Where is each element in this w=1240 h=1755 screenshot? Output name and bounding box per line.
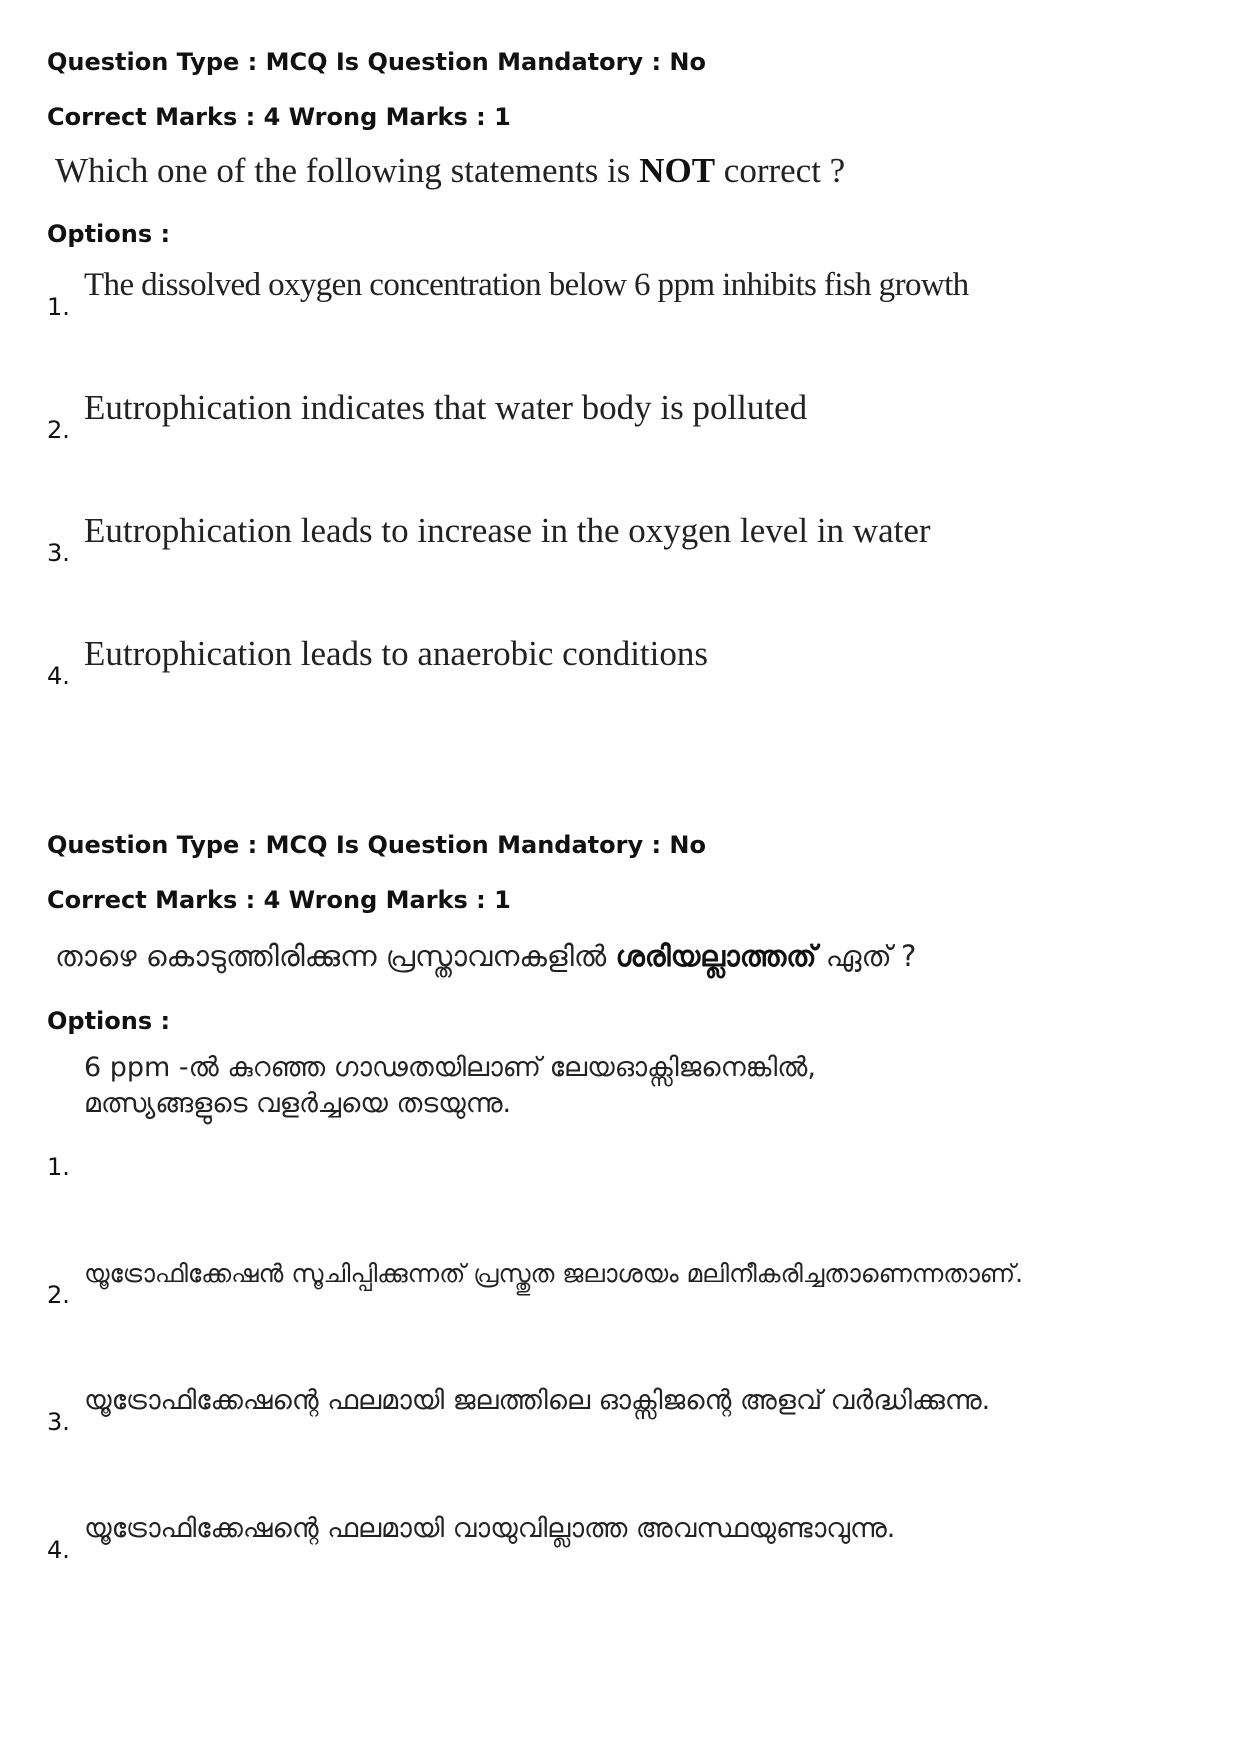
question-text-after: ഏത് ? — [816, 939, 917, 973]
option-number: 1. — [47, 293, 70, 321]
marks-line: Correct Marks : 4 Wrong Marks : 1 — [47, 886, 511, 914]
option-text: The dissolved oxygen concentration below 6 ppm inhibits fish growth — [84, 267, 969, 303]
question-type-line: Question Type : MCQ Is Question Mandatory : No — [47, 48, 706, 76]
option-text: യൂട്രോഫിക്കേഷന്റെ ഫലമായി ജലത്തിലെ ഓക്സിജന്റെ അളവ് വർദ്ധിക്കുന്നു. — [84, 1385, 991, 1416]
question-text-emphasis: NOT — [639, 151, 716, 190]
option-number: 4. — [47, 1536, 70, 1564]
option-text: Eutrophication indicates that water body is polluted — [84, 388, 808, 427]
question-text-emphasis: ശരിയല്ലാത്തത് — [615, 939, 817, 973]
question-text-after: correct ? — [715, 151, 846, 190]
option-number: 2. — [47, 416, 70, 444]
option-number: 3. — [47, 1408, 70, 1436]
question-text-before: താഴെ കൊടുത്തിരിക്കുന്ന പ്രസ്താവനകളിൽ — [55, 939, 616, 973]
option-text: 6 ppm -ൽ കുറഞ്ഞ ഗാഢതയിലാണ് ലേയഓക്സിജനെങ്കിൽ, മത്സ്യങ്ങളുടെ വളർച്ചയെ തടയുന്നു. — [84, 1052, 816, 1119]
options-label: Options : — [47, 1007, 171, 1035]
question-text — [55, 150, 845, 192]
question-text — [55, 935, 916, 977]
option-text: യൂട്രോഫിക്കേഷന്റെ ഫലമായി വായുവില്ലാത്ത അവസ്ഥയുണ്ടാവുന്നു. — [84, 1513, 896, 1544]
option-text: Eutrophication leads to increase in the oxygen level in water — [84, 511, 931, 550]
option-number: 2. — [47, 1281, 70, 1309]
option-number: 4. — [47, 662, 70, 690]
options-label: Options : — [47, 220, 171, 248]
option-number: 3. — [47, 539, 70, 567]
question-text-before: Which one of the following statements is — [55, 151, 640, 190]
marks-line: Correct Marks : 4 Wrong Marks : 1 — [47, 103, 511, 131]
option-text: യൂട്രോഫിക്കേഷൻ സൂചിപ്പിക്കുന്നത് പ്രസ്തുത ജലാശയം മലിനീകരിച്ചതാണെന്നതാണ്. — [84, 1259, 1024, 1288]
option-number: 1. — [47, 1153, 70, 1181]
question-type-line: Question Type : MCQ Is Question Mandatory : No — [47, 831, 706, 859]
option-text: Eutrophication leads to anaerobic conditions — [84, 634, 708, 673]
